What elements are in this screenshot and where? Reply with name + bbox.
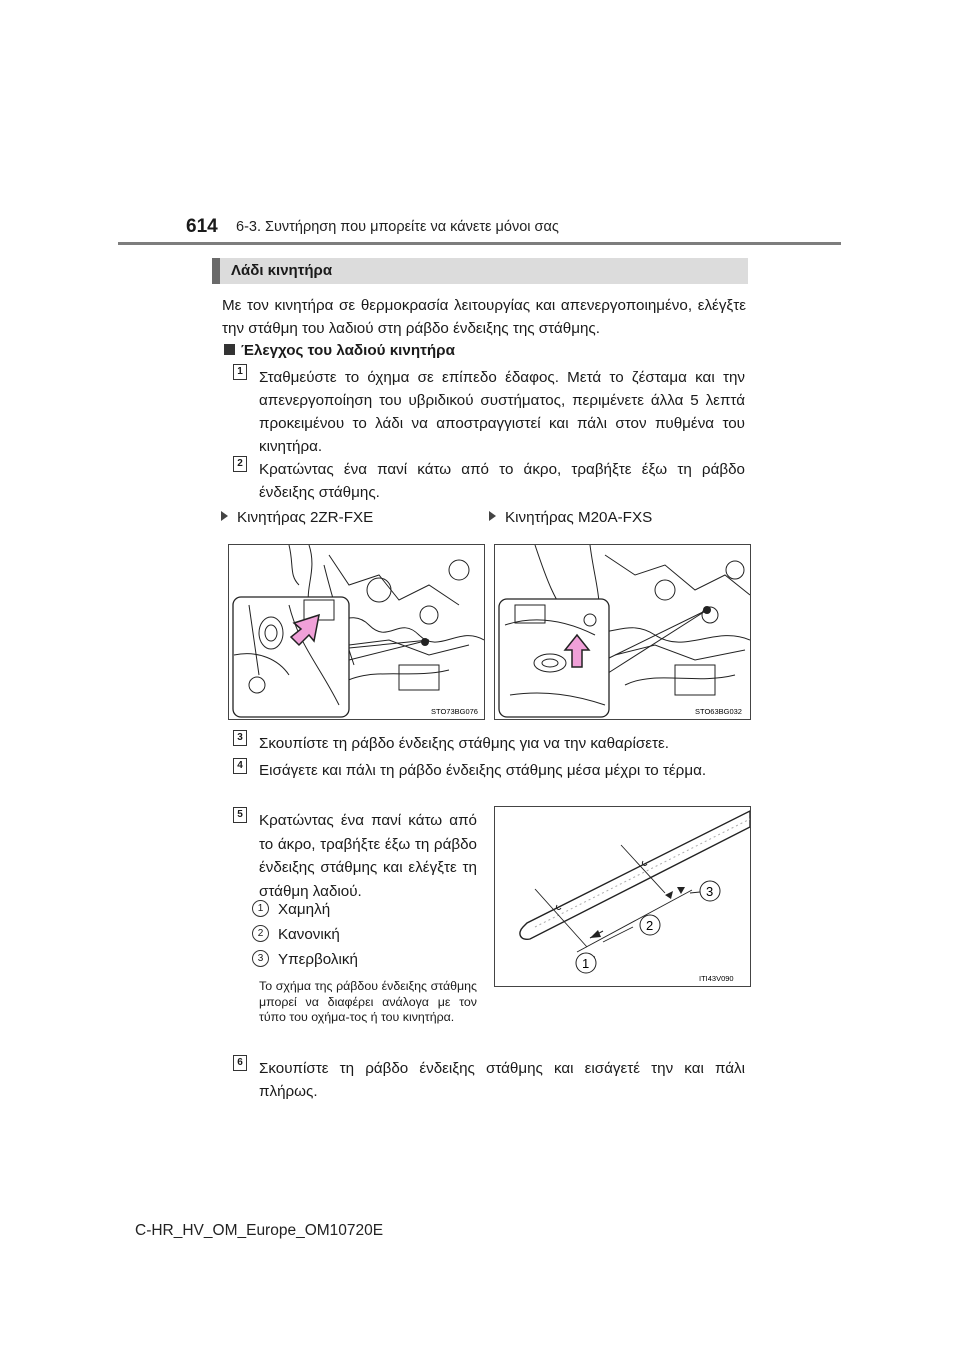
document-id: C-HR_HV_OM_Europe_OM10720E (135, 1222, 384, 1239)
level-number-1: 1 (252, 900, 269, 917)
level-normal: Κανονική (278, 926, 340, 943)
engine-label-m20a: Κινητήρας M20A-FXS (489, 509, 652, 526)
engine-label-2zr: Κινητήρας 2ZR-FXE (221, 509, 373, 526)
engine-figure-m20a (494, 544, 751, 720)
step-text-3: Σκουπίστε τη ράβδο ένδειξης στάθμης για να την καθαρίσετε. (259, 735, 669, 752)
callout-3: 3 (706, 884, 714, 899)
figure-code: STO63BG032 (695, 707, 742, 716)
level-number-3: 3 (252, 950, 269, 967)
triangle-bullet-icon (489, 511, 496, 521)
step-number-2: 2 (233, 456, 247, 472)
header-divider (118, 242, 841, 245)
step-text-5: Κρατώντας ένα πανί κάτω από το άκρο, τραβήξτε έξω τη ράβδο ένδειξης στάθμης και ελέγξτε τη στάθμη λαδιού. (259, 812, 477, 900)
dipstick-figure (494, 806, 751, 987)
level-low: Χαμηλή (278, 901, 331, 918)
level-excessive: Υπερβολική (278, 951, 358, 968)
square-bullet-icon (224, 344, 235, 355)
section-breadcrumb: 6-3. Συντήρηση που μπορείτε να κάνετε μόνοι σας (236, 219, 559, 235)
step-number-6: 6 (233, 1055, 247, 1071)
section-accent (212, 258, 220, 284)
step-number-5: 5 (233, 807, 247, 823)
section-title: Λάδι κινητήρα (231, 262, 333, 279)
step-text-1: Σταθμεύστε το όχημα σε επίπεδο έδαφος. Μετά το ζέσταμα και την απενεργοποίηση του υβριδικού συστήματος, περιμένετε άλλα 5 λεπτά προκειμένου το λάδι να αποστραγγιστεί και πάλι στον πυθμένα του κινητήρα. (259, 369, 745, 455)
dipstick-illustration (495, 807, 750, 986)
level-number-2: 2 (252, 925, 269, 942)
step-text-4: Εισάγετε και πάλι τη ράβδο ένδειξης στάθμης μέσα μέχρι το τέρμα. (259, 762, 707, 779)
subheading-text: Έλεγχος του λαδιού κινητήρα (241, 342, 455, 359)
callout-2: 2 (646, 918, 654, 933)
note-text: Το σχήμα της ράβδου ένδειξης στάθμης μπορεί να διαφέρει ανάλογα με τον τύπο του οχήμα-τος ή του κινητήρα. (259, 979, 477, 1024)
step-text-2: Κρατώντας ένα πανί κάτω από το άκρο, τραβήξτε έξω τη ράβδο ένδειξης στάθμης. (259, 461, 745, 501)
figure-code: STO73BG076 (431, 707, 478, 716)
step-number-1: 1 (233, 364, 247, 380)
step-number-3: 3 (233, 730, 247, 746)
engine-bay-illustration (495, 545, 750, 719)
engine-figure-2zr (228, 544, 485, 720)
step-number-4: 4 (233, 758, 247, 774)
callout-1: 1 (582, 956, 590, 971)
figure-code: ITI43V090 (699, 974, 734, 983)
intro-paragraph: Με τον κινητήρα σε θερμοκρασία λειτουργίας και απενεργοποιημένο, ελέγξτε την στάθμη του λαδιού στη ράβδο ένδειξης της στάθμης. (222, 297, 746, 337)
triangle-bullet-icon (221, 511, 228, 521)
step-text-6: Σκουπίστε τη ράβδο ένδειξης στάθμης και εισάγετέ την και πάλι πλήρως. (259, 1060, 745, 1100)
section-title-bar (212, 258, 748, 284)
page-number: 614 (186, 216, 218, 237)
engine-bay-illustration (229, 545, 484, 719)
subheading (224, 342, 455, 359)
